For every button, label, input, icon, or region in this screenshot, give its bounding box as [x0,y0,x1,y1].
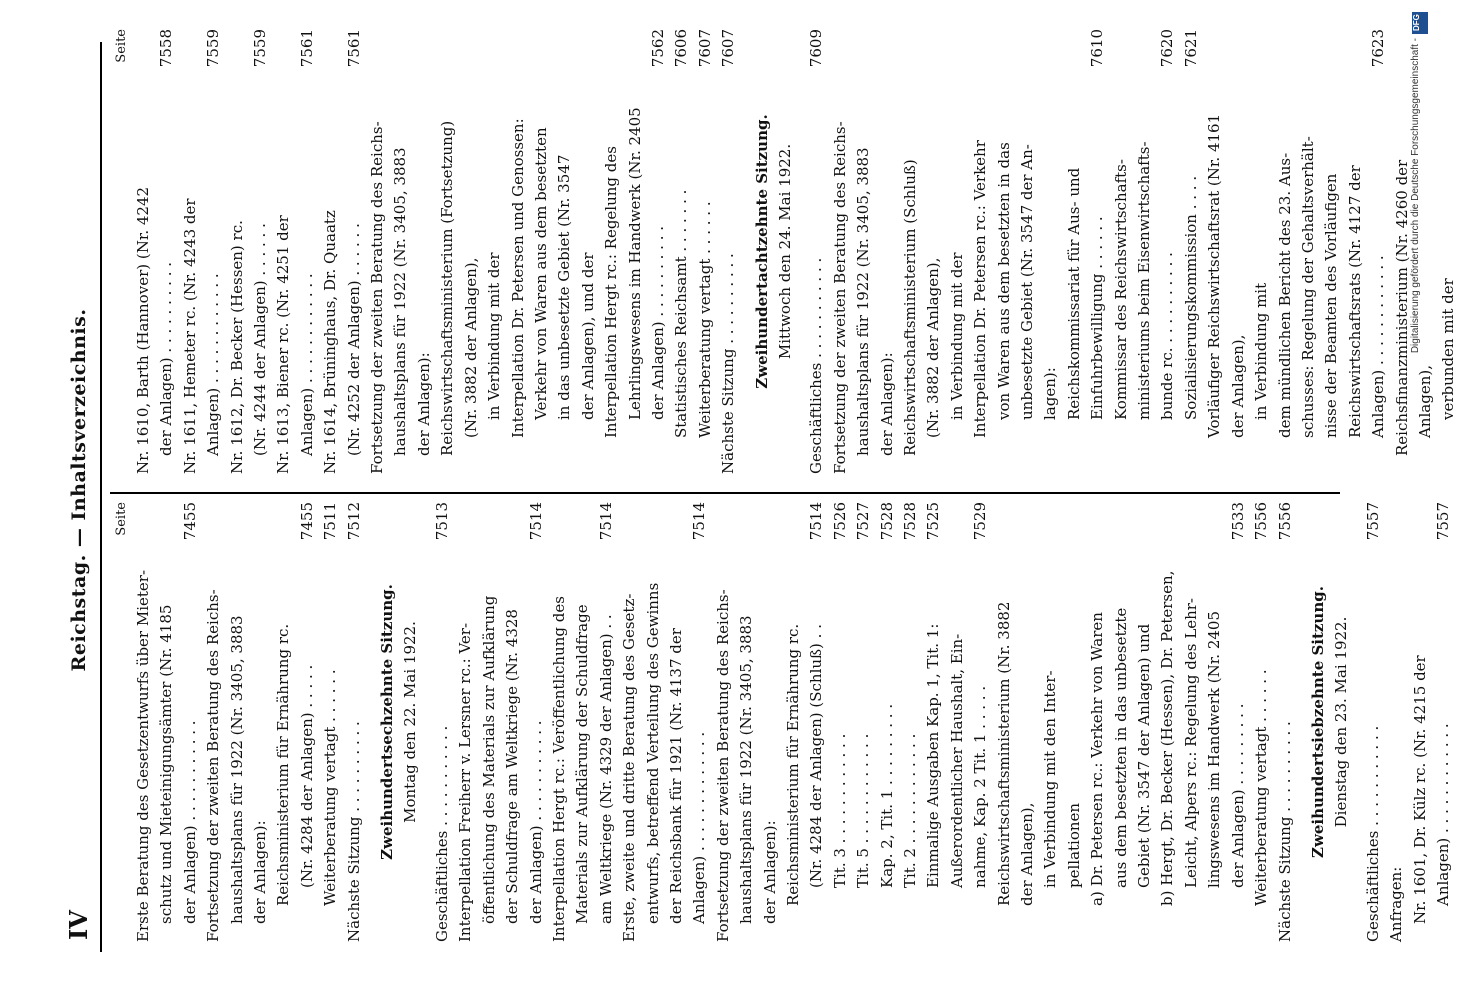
toc-entry [376,502,399,942]
entry-page: 7610 [1088,29,1107,68]
toc-entry [876,502,899,942]
entry-text: in Verbindung mit den Inter- [1041,670,1060,888]
entry-text: Anlagen) . . . . . . . . . . . . . [690,731,709,924]
toc-entry [774,29,797,474]
entry-text: der Anlagen), [1018,802,1037,906]
column-divider [110,493,1340,495]
toc-entry [507,29,530,474]
toc-entry [1330,502,1353,942]
toc-entry [969,502,992,942]
toc-entry [852,502,875,942]
dfg-logo: DFG [1412,12,1428,34]
entry-text: Nr. 1612, Dr. Becker (Hessen) rc. [227,220,246,474]
toc-entry [1039,29,1062,474]
toc-entry [460,29,483,474]
entry-text: Einmalige Ausgaben Kap. 1, Tit. 1: [924,623,943,888]
toc-entry [1203,29,1226,474]
page-header [60,20,96,960]
toc-entry [805,502,828,942]
toc-entry [1086,29,1109,474]
entry-text: schutz und Mieteinigungsämter (Nr. 4185 [157,604,176,924]
entry-text: ministeriums beim Eisenwirtschafts- [1135,141,1154,420]
entry-text: bunde rc. . . . . . . . . . . [1158,252,1177,420]
entry-text: Anlagen), [1415,365,1434,438]
entry-text: der Anlagen): [760,820,779,924]
toc-entry [202,29,225,474]
entry-page: 7559 [251,29,270,68]
entry-text: Anlagen) . . . . . . . . . . . . [1433,723,1452,906]
toc-entry [501,502,524,942]
entry-page: 7455 [297,502,316,541]
entry-text: von Waren aus dem besetzten in das [994,142,1013,420]
entry-page: 7557 [1363,502,1382,541]
entry-text: am Weltkriege (Nr. 4329 der Anlagen) . . [596,614,615,924]
toc-entry [665,502,688,942]
toc-entry [1320,29,1343,474]
toc-entry [1016,502,1039,942]
entry-text: Interpellation Dr. Petersen rc.: Verkehr [971,140,990,438]
entry-text: Tit. 2 . . . . . . . . . . . . [901,733,919,888]
entry-text: (Nr. 4244 der Anlagen) . . . . . . [251,223,270,456]
toc-entry [1227,29,1250,474]
toc-entry [922,29,945,474]
entry-text: lingswesens im Handwerk (Nr. 2405 [1205,610,1224,888]
header-rule [100,42,102,952]
entry-text: pellationen [1064,802,1083,888]
entry-text: (Nr. 4252 der Anlagen) . . . . . . [344,223,363,456]
toc-entry [1250,502,1273,942]
toc-entry [595,502,618,942]
seite-label: Seite [114,29,129,63]
entry-page: 7609 [807,29,826,68]
entry-text: der Schuldfrage am Weltkriege (Nr. 4328 [503,609,522,924]
entry-page: 7512 [344,502,363,541]
entry-text: Nächste Sitzung . . . . . . . . . . [1275,721,1294,942]
entry-text: der Anlagen) . . . . . . . . . [1228,703,1247,888]
toc-entry [899,502,922,942]
entry-text: aus dem besetzten in das unbesetzte [1111,607,1130,888]
entry-text: Zweihundertsiebzehnte Sitzung. [1308,586,1327,858]
toc-entry [413,29,436,474]
entry-text: Geschäftliches . . . . . . . . . . . [1363,725,1382,942]
toc-entry [296,502,319,942]
toc-entry [876,29,899,474]
toc-entry [600,29,623,474]
entry-text: Nr. 1613, Biener rc. (Nr. 4251 der [274,215,293,474]
toc-entry [155,29,178,474]
entry-text: der Anlagen) . . . . . . . . . . . [180,720,199,924]
entry-text: Statistisches Reichsamt . . . . . . . [672,189,691,438]
entry-text: schusses: Regelung der Gehaltsverhält- [1298,136,1317,438]
toc-entry [179,502,202,942]
toc-entry [1367,29,1390,474]
left-column [112,502,1455,942]
toc-entry [735,502,758,942]
entry-page: 7556 [1252,502,1271,541]
entry-text: Nächste Sitzung . . . . . . . . . . [344,721,363,942]
entry-page: 7533 [1228,502,1247,541]
entry-text: Nr. 1611, Hemeter rc. (Nr. 4243 der [180,198,199,474]
digitization-credit [1410,12,1432,392]
toc-entry [399,502,422,942]
toc-entry [993,29,1016,474]
entry-text: Geschäftliches . . . . . . . . . . . [807,257,826,474]
toc-entry [226,29,249,474]
entry-text: Anlagen) . . . . . . . . . . . . [297,273,316,456]
entry-page: 7514 [807,502,826,541]
toc-entry [1133,502,1156,942]
toc-entry [483,29,506,474]
toc-entry [782,502,805,942]
entry-text: nahme, Kap. 2 Tit. 1 . . . . . [971,685,990,888]
entry-text: nisse der Beamten des Vorläufigen [1322,173,1341,438]
entry-page: 7529 [971,502,990,541]
entry-text: a) Dr. Petersen rc.: Verkehr von Waren [1088,612,1107,906]
toc-entry [571,502,594,942]
toc-entry [553,29,576,474]
entry-text: der Anlagen), [1228,334,1247,438]
right-entries [132,29,1461,474]
entry-text: Zweihundertsechzehnte Sitzung. [378,584,397,860]
entry-text: Reichswirtschaftsministerium (Nr. 3882 [994,601,1013,906]
entry-page: 7513 [432,502,451,541]
toc-entry [1297,29,1320,474]
entry-text: in das unbesetzte Gebiet (Nr. 3547 [555,154,574,420]
toc-entry [454,502,477,942]
credit-text: Digitalisierung gefördert durch die Deutsche Forschungsgemeinschaft - [1410,38,1421,354]
toc-entry [1156,502,1179,942]
toc-entry [829,502,852,942]
toc-entry [226,502,249,942]
toc-entry [1016,29,1039,474]
entry-text: der Anlagen): [251,820,270,924]
entry-text: Gebiet (Nr. 3547 der Anlagen) und [1135,623,1154,888]
entry-page: 7525 [924,502,943,541]
toc-entry [1437,29,1460,474]
entry-text: (Nr. 4284 der Anlagen) . . . . . [297,664,316,888]
toc-entry [343,29,366,474]
entry-text: Reichswirtschaftsrats (Nr. 4127 der [1345,165,1364,438]
toc-entry [1156,29,1179,474]
entry-text: Kap. 2, Tit. 1 . . . . . . . . . [877,703,896,888]
toc-entry [272,29,295,474]
toc-entry [946,502,969,942]
toc-entry [1274,502,1297,942]
toc-entry [1409,502,1432,942]
toc-entry [922,502,945,942]
toc-entry [712,502,735,942]
entry-text: Reichskommissariat für Aus- und [1064,167,1083,420]
toc-entry [1203,502,1226,942]
toc-entry [1385,502,1408,942]
entry-text: Interpellation Hergt rc.: Veröffentlichung des [549,596,568,942]
toc-entry [1039,502,1062,942]
toc-entry [642,502,665,942]
right-column [112,29,1461,474]
entry-text: Erste Beratung des Gesetzentwurfs über Mieter- [134,569,152,942]
entry-text: Verkehr von Waren aus dem besetzten [531,127,550,420]
toc-entry [548,502,571,942]
toc-entry [688,502,711,942]
toc-entry [946,29,969,474]
entry-text: Tit. 5 . . . . . . . . . . . . [854,733,873,888]
entry-text: der Anlagen): [414,352,433,456]
toc-entry [436,29,459,474]
entry-text: Einfuhrbewilligung . . . . . . [1088,216,1107,420]
entry-page: 7514 [690,502,709,541]
entry-text: verbunden mit der [1439,278,1458,420]
toc-entry [366,29,389,474]
entry-page: 7607 [719,29,738,68]
entry-text: Fortsetzung der zweiten Beratung des Reichs- [713,589,732,942]
entry-text: Reichswirtschaftsministerium (Schluß) [901,159,919,456]
entry-page: 7514 [526,502,545,541]
toc-entry [1110,29,1133,474]
entry-text: Interpellation Dr. Petersen und Genossen: [508,118,527,438]
toc-entry [624,29,647,474]
entry-text: Fortsetzung der zweiten Beratung des Reichs- [204,589,223,942]
toc-entry [389,29,412,474]
toc-entry [577,29,600,474]
entry-text: Geschäftliches . . . . . . . . . . . [432,725,451,942]
entry-text: Außerordentlicher Haushalt, Ein- [947,633,966,888]
toc-entry [202,502,225,942]
entry-page: 7559 [204,29,223,68]
entry-text: haushaltsplans für 1922 (Nr. 3405, 3883 [391,147,410,456]
toc-entry [1250,29,1273,474]
toc-entry [1063,29,1086,474]
entry-text: der Anlagen): [877,352,896,456]
entry-text: Montag den 22. Mai 1922. [401,621,420,823]
entry-text: in Verbindung mit der [485,252,504,420]
entry-text: (Nr. 4284 der Anlagen) (Schluß) . . [807,624,826,888]
toc-entry [431,502,454,942]
entry-text: haushaltsplans für 1922 (Nr. 3405, 3883 [227,615,246,924]
toc-entry [694,29,717,474]
entry-text: (Nr. 3882 der Anlagen), [924,257,943,438]
seite-label: Seite [114,502,129,536]
toc-entry [1432,502,1455,942]
entry-text: Kommissar des Reichswirtschafts- [1111,159,1130,420]
toc-entry [1344,29,1367,474]
toc-entry [530,29,553,474]
toc-entry [132,502,155,942]
entry-text: Tit. 3 . . . . . . . . . . . . [830,733,849,888]
toc-entry [179,29,202,474]
entry-text: der Anlagen) . . . . . . . . . . [157,261,176,456]
entry-page: 7514 [596,502,615,541]
entry-page: 7607 [695,29,714,68]
entry-text: der Anlagen), und der [578,252,597,420]
toc-entry [272,502,295,942]
entry-page: 7556 [1275,502,1294,541]
entry-text: öffentlichung des Materials zur Aufklärung [479,595,498,924]
entry-text: der Anlagen) . . . . . . . . . . [648,225,667,420]
entry-text: Leicht, Alpers rc.: Regelung des Lehr- [1181,598,1200,888]
entry-page: 7623 [1369,29,1388,68]
entry-page: 7528 [877,502,896,541]
entry-page: 7527 [854,502,873,541]
entry-text: Interpellation Freiherr v. Lersner rc.: Ver- [456,622,475,942]
entry-text: haushaltsplans für 1922 (Nr. 3405, 3883 [737,615,756,924]
entry-page: 7620 [1158,29,1177,68]
entry-text: Nr. 1601, Dr. Külz rc. (Nr. 4215 der [1410,655,1429,924]
entry-text: Fortsetzung der zweiten Beratung des Reichs- [368,121,387,474]
entry-text: Reichsministerium für Ernährung rc. [274,623,293,906]
entry-text: unbesetzte Gebiet (Nr. 3547 der An- [1018,144,1037,420]
toc-entry [618,502,641,942]
entry-text: Anlagen) . . . . . . . . . . . . [204,273,223,456]
toc-entry [647,29,670,474]
toc-entry [1086,502,1109,942]
entry-page: 7557 [1433,502,1452,541]
entry-text: Nr. 1610, Barth (Hannover) (Nr. 4242 [134,186,152,474]
entry-page: 7606 [672,29,691,68]
toc-entry [852,29,875,474]
entry-page: 7621 [1181,29,1200,68]
toc-entry [1133,29,1156,474]
entry-page: 7455 [180,502,199,541]
left-entries [132,502,1455,942]
entry-text: haushaltsplans für 1922 (Nr. 3405, 3883 [854,147,873,456]
toc-entry [993,502,1016,942]
toc-entry [1227,502,1250,942]
toc-entry [1274,29,1297,474]
entry-text: Fortsetzung der zweiten Beratung des Reichs- [830,121,849,474]
toc-entry [670,29,693,474]
entry-text: Nächste Sitzung . . . . . . . . . . [719,253,738,474]
toc-entry [759,502,782,942]
entry-text: der Reichsbank für 1921 (Nr. 4137 der [666,628,685,924]
entry-page: 7511 [321,502,340,541]
toc-entry [1180,29,1203,474]
entry-text: Weiterberatung vertagt . . . . . . [321,669,340,906]
page-number: IV [64,910,93,940]
entry-text: Erste, zweite und dritte Beratung des Gesetz- [620,593,639,942]
entry-text: Lehrlingswesens im Handwerk (Nr. 2405 [625,107,644,420]
toc-entry [525,502,548,942]
entry-text: (Nr. 3882 der Anlagen), [461,257,480,438]
toc-entry [249,29,272,474]
toc-entry [319,29,342,474]
entry-text: b) Hergt, Dr. Becker (Hessen), Dr. Petersen, [1158,570,1177,906]
entry-text: Weiterberatung vertagt . . . . . . [695,201,714,438]
toc-entry [132,29,155,474]
entry-text: Anfragen: [1387,866,1406,942]
toc-entry [1307,502,1330,942]
entry-text: Reichsministerium für Ernährung rc. [783,623,802,906]
toc-entry [1362,502,1385,942]
entry-page: 7528 [901,502,919,541]
toc-entry [249,502,272,942]
entry-page: 7561 [297,29,316,68]
toc-entry [717,29,740,474]
entry-text: Zweihundertachtzehnte Sitzung. [752,114,771,389]
entry-text: in Verbindung mit [1252,282,1271,420]
entry-text: der Anlagen) . . . . . . . . . . . [526,720,545,924]
entry-text: Vorläufiger Reichswirtschaftsrat (Nr. 4161 [1205,113,1224,438]
entry-text: Materials zur Aufklärung der Schuldfrage [573,604,592,924]
toc-entry [343,502,366,942]
entry-text: Interpellation Hergt rc.: Regelung des [602,146,621,438]
toc-entry [319,502,342,942]
entry-text: Reichsfinanzministerium (Nr. 4260 der [1392,159,1411,456]
entry-page: 7558 [157,29,176,68]
toc-entry [969,29,992,474]
toc-entry [296,29,319,474]
entry-text: entwurfs, betreffend Verteilung des Gewinns [643,582,662,924]
entry-page: 7561 [344,29,363,68]
entry-text: Reichswirtschaftsministerium (Fortsetzung) [438,120,457,456]
toc-entry [751,29,774,474]
entry-text: Weiterberatung vertagt . . . . . . [1252,669,1271,906]
toc-entry [478,502,501,942]
toc-entry [1110,502,1133,942]
entry-text: Sozialisierungskommission . . . . [1181,175,1200,420]
toc-entry [1180,502,1203,942]
entry-text: in Verbindung mit der [947,252,966,420]
entry-text: Anlagen) . . . . . . . . . . . . [1369,255,1388,438]
entry-text: lagen): [1041,367,1060,420]
entry-text: dem mündlichen Bericht des 23. Aus- [1275,152,1294,438]
entry-text: Dienstag den 23. Mai 1922. [1332,616,1351,828]
toc-entry [1063,502,1086,942]
running-title: Reichstag. — Inhaltsverzeichnis. [68,308,90,672]
entry-page: 7526 [830,502,849,541]
toc-entry [829,29,852,474]
toc-entry [155,502,178,942]
toc-entry [805,29,828,474]
toc-entry [899,29,922,474]
entry-page: 7562 [648,29,667,68]
entry-text: Nr. 1614, Brüninghaus, Dr. Quaatz [321,210,340,474]
entry-text: Mittwoch den 24. Mai 1922. [775,143,794,360]
